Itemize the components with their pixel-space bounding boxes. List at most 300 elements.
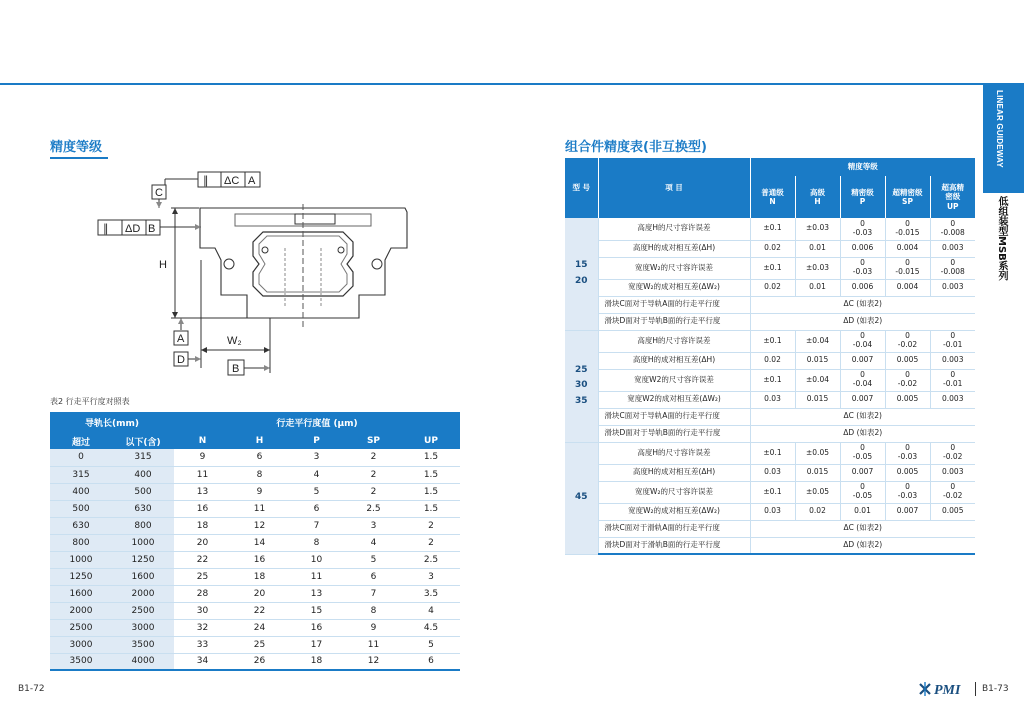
parallelism-cell: 14 <box>231 534 288 551</box>
value-line: -0.015 <box>895 267 920 276</box>
value-cell <box>750 240 795 257</box>
parallelism-cell: 9 <box>231 483 288 500</box>
parallelism-cell: 16 <box>288 619 345 636</box>
value-cell <box>795 279 840 296</box>
table-row <box>50 568 460 585</box>
parallelism-cell: 8 <box>288 534 345 551</box>
grade-header <box>750 176 795 218</box>
value-cell <box>840 330 885 352</box>
value-line: 0 <box>860 370 865 380</box>
value-cell <box>930 330 975 352</box>
value-line: -0.02 <box>943 452 963 461</box>
parallelism-cell: 2 <box>345 449 402 466</box>
label-sym-d: ∥ <box>103 223 109 235</box>
label-c: C <box>155 187 163 199</box>
parallelism-cell: 22 <box>174 551 231 568</box>
grade-header-line: UP <box>946 201 959 211</box>
value-line: 0.03 <box>764 394 781 404</box>
table-row <box>565 352 975 369</box>
table-row <box>50 585 460 602</box>
value-line: 0.005 <box>942 506 964 516</box>
parallelism-cell: 13 <box>288 585 345 602</box>
parallelism-cell: 20 <box>174 534 231 551</box>
value-line: -0.05 <box>852 491 873 500</box>
value-line: 0.015 <box>806 394 829 404</box>
value-line: -0.02 <box>897 379 918 388</box>
value-line: 0.01 <box>809 243 826 253</box>
value-line: ±0.04 <box>806 374 829 384</box>
value-line: 0.02 <box>764 243 781 253</box>
value-cell <box>795 240 840 257</box>
value-line: -0.04 <box>852 379 873 388</box>
parallelism-cell: 2 <box>345 466 402 483</box>
parallelism-cell: 9 <box>174 449 231 466</box>
value-cell <box>750 279 795 296</box>
rail-length-cell: 1600 <box>50 585 112 602</box>
logo-text: PMI <box>934 683 961 698</box>
value-cell <box>795 464 840 481</box>
value-cell <box>795 481 840 503</box>
table-row <box>565 391 975 408</box>
parallelism-cell: 18 <box>288 653 345 670</box>
table-row <box>50 653 460 670</box>
value-cell <box>795 391 840 408</box>
parallelism-cell: 4 <box>288 466 345 483</box>
table-row <box>565 218 975 240</box>
parallelism-cell: 9 <box>345 619 402 636</box>
value-line: 0 <box>950 258 956 268</box>
value-line: 0.005 <box>896 355 919 365</box>
parallelism-cell: 2.5 <box>345 500 402 517</box>
parallelism-item-cell: 滑块C面对于导轨A面的行走平行度 <box>598 408 750 425</box>
value-cell <box>795 218 840 240</box>
value-cell <box>750 257 795 279</box>
value-cell <box>750 464 795 481</box>
item-cell: 高度H的成对相互差(ΔH) <box>598 352 750 369</box>
value-line: ±0.1 <box>763 486 782 496</box>
parallelism-cell: 25 <box>174 568 231 585</box>
rail-length-cell: 1000 <box>112 534 174 551</box>
model-number: 35 <box>574 395 588 406</box>
table-row <box>50 483 460 500</box>
value-line: ±0.03 <box>806 262 829 272</box>
parallelism-cell: 26 <box>231 653 288 670</box>
table-row <box>565 313 975 330</box>
parallelism-ref-cell: ΔD (如表2) <box>750 425 975 442</box>
value-line: 0.003 <box>942 243 964 253</box>
label-a-ref: A <box>248 175 256 187</box>
model-number: 25 <box>574 365 588 376</box>
item-cell: 宽度W₂的成对相互差(ΔW₂) <box>598 503 750 520</box>
parallelism-cell: 28 <box>174 585 231 602</box>
parallelism-cell: 7 <box>345 585 402 602</box>
parallelism-cell: 7 <box>288 517 345 534</box>
value-cell <box>840 352 885 369</box>
value-line: 0 <box>905 443 910 453</box>
value-line: 0.02 <box>764 355 781 365</box>
table-row <box>565 279 975 296</box>
value-line: 0 <box>905 331 910 341</box>
series-label: 低组装型MSB系列 <box>996 196 1007 281</box>
value-line: 0.003 <box>942 282 964 292</box>
item-cell: 高度H的尺寸容许误差 <box>598 442 750 464</box>
value-line: 0 <box>860 219 865 229</box>
parallelism-cell: 2 <box>402 534 460 551</box>
value-cell <box>840 240 885 257</box>
rail-length-cell: 315 <box>112 449 174 466</box>
value-cell <box>885 218 930 240</box>
value-cell <box>930 481 975 503</box>
item-cell: 高度H的成对相互差(ΔH) <box>598 464 750 481</box>
parallelism-ref-cell: ΔD (如表2) <box>750 313 975 330</box>
rail-length-cell: 3500 <box>112 636 174 653</box>
value-line: 0.007 <box>851 467 874 477</box>
table-row <box>565 503 975 520</box>
grade-header-line: 高级 <box>810 187 825 197</box>
value-cell <box>750 352 795 369</box>
item-cell: 宽度W₂的尺寸容许误差 <box>598 481 750 503</box>
parallelism-cell: 16 <box>231 551 288 568</box>
value-cell <box>750 369 795 391</box>
value-cell <box>930 218 975 240</box>
rail-length-cell: 1600 <box>112 568 174 585</box>
value-cell <box>885 481 930 503</box>
header-rule <box>0 83 983 85</box>
head-over: 超过 <box>50 433 112 449</box>
table-row <box>50 449 460 466</box>
head-grade: SP <box>345 433 402 449</box>
value-line: 0.01 <box>809 282 826 292</box>
head-under: 以下(含) <box>112 433 174 449</box>
item-cell: 宽度W₂的尺寸容许误差 <box>598 257 750 279</box>
model-cell <box>565 218 598 330</box>
grade-header-line: P <box>859 197 866 206</box>
rail-length-cell: 3000 <box>50 636 112 653</box>
parallelism-cell: 24 <box>231 619 288 636</box>
value-line: 0.006 <box>851 243 874 253</box>
rail-length-cell: 4000 <box>112 653 174 670</box>
value-line: 0 <box>860 482 865 492</box>
value-cell <box>930 369 975 391</box>
value-cell <box>885 464 930 481</box>
parallelism-cell: 22 <box>231 602 288 619</box>
value-line: 0.007 <box>896 506 919 516</box>
parallelism-ref-cell: ΔD (如表2) <box>750 537 975 554</box>
table-row <box>565 369 975 391</box>
parallelism-cell: 3.5 <box>402 585 460 602</box>
rail-length-cell: 800 <box>50 534 112 551</box>
label-sym-c: ∥ <box>203 175 209 187</box>
table-row <box>50 551 460 568</box>
grade-header-line: SP <box>902 197 913 206</box>
value-cell <box>885 330 930 352</box>
rail-length-cell: 400 <box>112 466 174 483</box>
head-rail-length: 导轨长(mm) <box>50 412 174 433</box>
value-line: ±0.05 <box>806 447 829 457</box>
value-cell <box>750 481 795 503</box>
parallelism-ref-cell: ΔC (如表2) <box>750 296 975 313</box>
value-cell <box>795 352 840 369</box>
value-line: 0.007 <box>851 355 874 365</box>
item-cell: 宽度W₂的成对相互差(ΔW₂) <box>598 279 750 296</box>
value-cell <box>885 503 930 520</box>
value-cell <box>840 369 885 391</box>
label-d: D <box>177 354 185 366</box>
value-line: 0 <box>950 482 956 492</box>
value-line: -0.008 <box>940 267 965 276</box>
value-cell <box>750 442 795 464</box>
model-number: 30 <box>574 380 588 391</box>
value-line: -0.03 <box>897 491 918 500</box>
parallelism-cell: 25 <box>231 636 288 653</box>
value-line: -0.01 <box>943 340 963 349</box>
parallelism-cell: 20 <box>231 585 288 602</box>
parallelism-cell: 11 <box>345 636 402 653</box>
rail-length-cell: 2500 <box>112 602 174 619</box>
parallelism-item-cell: 滑块C面对于滑轨A面的行走平行度 <box>598 520 750 537</box>
parallelism-cell: 11 <box>288 568 345 585</box>
label-b: B <box>232 363 240 375</box>
value-line: 0 <box>950 219 956 229</box>
assembly-accuracy-table <box>565 158 975 555</box>
parallelism-cell: 34 <box>174 653 231 670</box>
grade-header <box>930 176 975 218</box>
value-line: ±0.05 <box>806 486 829 496</box>
parallelism-cell: 1.5 <box>402 500 460 517</box>
parallelism-cell: 6 <box>231 449 288 466</box>
value-cell <box>795 257 840 279</box>
value-cell <box>930 352 975 369</box>
parallelism-cell: 1.5 <box>402 466 460 483</box>
value-line: -0.02 <box>943 491 963 500</box>
value-cell <box>930 279 975 296</box>
label-delta-d: ΔD <box>125 223 141 235</box>
rail-length-cell: 630 <box>112 500 174 517</box>
rail-length-cell: 1250 <box>50 568 112 585</box>
accuracy-grade-title: 精度等级 <box>50 136 102 155</box>
value-line: 0.02 <box>809 506 826 516</box>
rail-length-cell: 2000 <box>112 585 174 602</box>
value-line: 0.004 <box>896 243 919 253</box>
table-row <box>565 537 975 554</box>
parallelism-cell: 18 <box>174 517 231 534</box>
parallelism-cell: 15 <box>288 602 345 619</box>
table-row <box>50 602 460 619</box>
parallelism-cell: 1.5 <box>402 483 460 500</box>
value-cell <box>840 464 885 481</box>
label-b-ref: B <box>148 223 156 235</box>
head-item: 项 目 <box>598 158 750 218</box>
parallelism-cell: 18 <box>231 568 288 585</box>
value-line: -0.008 <box>940 227 965 237</box>
value-line: 0 <box>950 443 956 453</box>
grade-header-line: 普通级 <box>761 187 784 197</box>
parallelism-cell: 2 <box>345 483 402 500</box>
value-line: -0.02 <box>897 340 918 349</box>
value-cell <box>750 391 795 408</box>
value-line: ±0.04 <box>806 335 829 345</box>
value-line: 0.003 <box>942 467 964 477</box>
value-cell <box>885 442 930 464</box>
parallelism-cell: 8 <box>231 466 288 483</box>
head-parallelism-value: 行走平行度值 (μm) <box>174 412 460 433</box>
table-row <box>565 408 975 425</box>
page-number-right: B1-73 <box>982 684 1009 694</box>
page-number-left: B1-72 <box>18 684 45 694</box>
label-h: H <box>159 259 167 271</box>
item-cell: 高度H的尺寸容许误差 <box>598 218 750 240</box>
value-line: ±0.1 <box>763 223 782 233</box>
grade-header-line: N <box>769 197 776 206</box>
value-cell <box>930 442 975 464</box>
grade-header <box>795 176 840 218</box>
value-cell <box>885 257 930 279</box>
model-number: 20 <box>574 275 588 286</box>
table-row <box>565 442 975 464</box>
parallelism-ref-cell: ΔC (如表2) <box>750 408 975 425</box>
value-cell <box>840 503 885 520</box>
rail-length-cell: 400 <box>50 483 112 500</box>
value-line: 0.015 <box>806 355 829 365</box>
rail-length-cell: 2000 <box>50 602 112 619</box>
value-line: -0.01 <box>943 379 963 388</box>
parallelism-cell: 2.5 <box>402 551 460 568</box>
value-cell <box>840 218 885 240</box>
rail-length-cell: 630 <box>50 517 112 534</box>
guideway-cross-section-diagram <box>95 168 415 383</box>
parallelism-cell: 16 <box>174 500 231 517</box>
parallelism-cell: 6 <box>288 500 345 517</box>
rail-length-cell: 1250 <box>112 551 174 568</box>
value-cell <box>840 391 885 408</box>
item-cell: 高度H的成对相互差(ΔH) <box>598 240 750 257</box>
table-row <box>50 466 460 483</box>
head-model: 型 号 <box>565 158 598 218</box>
grade-header <box>840 176 885 218</box>
value-line: -0.03 <box>897 452 918 461</box>
parallelism-item-cell: 滑块D面对于导轨B面的行走平行度 <box>598 425 750 442</box>
value-cell <box>795 369 840 391</box>
value-line: 0 <box>860 443 865 453</box>
value-cell <box>885 279 930 296</box>
parallelism-cell: 2 <box>402 517 460 534</box>
value-cell <box>840 257 885 279</box>
parallelism-cell: 4 <box>345 534 402 551</box>
parallelism-cell: 30 <box>174 602 231 619</box>
value-cell <box>795 442 840 464</box>
value-line: 0 <box>905 370 910 380</box>
parallelism-cell: 6 <box>402 653 460 670</box>
table-row <box>50 534 460 551</box>
parallelism-ref-cell: ΔC (如表2) <box>750 520 975 537</box>
value-line: 0.006 <box>851 282 874 292</box>
value-line: -0.03 <box>852 267 873 276</box>
value-line: 0.004 <box>896 282 919 292</box>
value-line: ±0.1 <box>763 447 782 457</box>
rail-length-cell: 1000 <box>50 551 112 568</box>
table-row <box>565 240 975 257</box>
label-w2: W₂ <box>227 335 242 347</box>
value-line: 0 <box>860 258 865 268</box>
rail-length-cell: 2500 <box>50 619 112 636</box>
chapter-tab-label: LINEAR GUIDEWAY <box>995 90 1004 168</box>
pmi-logo <box>918 680 973 698</box>
value-line: 0 <box>905 258 910 268</box>
head-grade: P <box>288 433 345 449</box>
rail-length-cell: 500 <box>50 500 112 517</box>
value-cell <box>840 442 885 464</box>
value-cell <box>750 330 795 352</box>
value-line: 0 <box>905 482 910 492</box>
grade-header-line: 精密级 <box>851 187 874 197</box>
value-cell <box>795 503 840 520</box>
rail-length-cell: 0 <box>50 449 112 466</box>
value-cell <box>750 218 795 240</box>
parallelism-cell: 1.5 <box>402 449 460 466</box>
head-grade: UP <box>402 433 460 449</box>
value-line: 0 <box>860 331 865 341</box>
value-cell <box>885 352 930 369</box>
value-cell <box>930 391 975 408</box>
value-cell <box>930 464 975 481</box>
grade-header <box>885 176 930 218</box>
table-row <box>565 520 975 537</box>
table-row <box>50 619 460 636</box>
parallelism-cell: 10 <box>288 551 345 568</box>
table-row <box>50 517 460 534</box>
parallelism-cell: 32 <box>174 619 231 636</box>
value-line: 0.005 <box>896 467 919 477</box>
value-line: 0 <box>950 370 956 380</box>
model-number: 45 <box>574 492 588 503</box>
model-cell <box>565 442 598 554</box>
table-row <box>565 464 975 481</box>
parallelism-cell: 12 <box>231 517 288 534</box>
value-line: 0.03 <box>764 467 781 477</box>
rail-length-cell: 800 <box>112 517 174 534</box>
value-line: 0.003 <box>942 355 964 365</box>
table-row <box>565 425 975 442</box>
value-line: 0.03 <box>764 506 781 516</box>
table-row <box>565 330 975 352</box>
rail-length-cell: 315 <box>50 466 112 483</box>
value-cell <box>885 391 930 408</box>
value-line: 0.015 <box>806 467 829 477</box>
footer-divider <box>975 682 976 696</box>
parallelism-cell: 17 <box>288 636 345 653</box>
value-line: 0 <box>905 219 910 229</box>
parallelism-cell: 3 <box>402 568 460 585</box>
item-cell: 宽度W2的尺寸容许误差 <box>598 369 750 391</box>
item-cell: 宽度W2的成对相互差(ΔW₂) <box>598 391 750 408</box>
rail-length-cell: 3500 <box>50 653 112 670</box>
value-line: 0.02 <box>764 282 781 292</box>
value-line: 0 <box>950 331 956 341</box>
value-cell <box>885 240 930 257</box>
value-line: ±0.1 <box>763 335 782 345</box>
value-line: 0.01 <box>854 506 871 516</box>
value-cell <box>930 257 975 279</box>
parallelism-cell: 5 <box>288 483 345 500</box>
parallelism-item-cell: 滑块D面对于导轨B面的行走平行度 <box>598 313 750 330</box>
value-line: ±0.03 <box>806 223 829 233</box>
grade-header-line: 密级 <box>945 192 961 202</box>
value-cell <box>930 503 975 520</box>
parallelism-cell: 11 <box>231 500 288 517</box>
parallelism-cell: 8 <box>345 602 402 619</box>
table-row <box>50 636 460 653</box>
parallelism-cell: 3 <box>345 517 402 534</box>
